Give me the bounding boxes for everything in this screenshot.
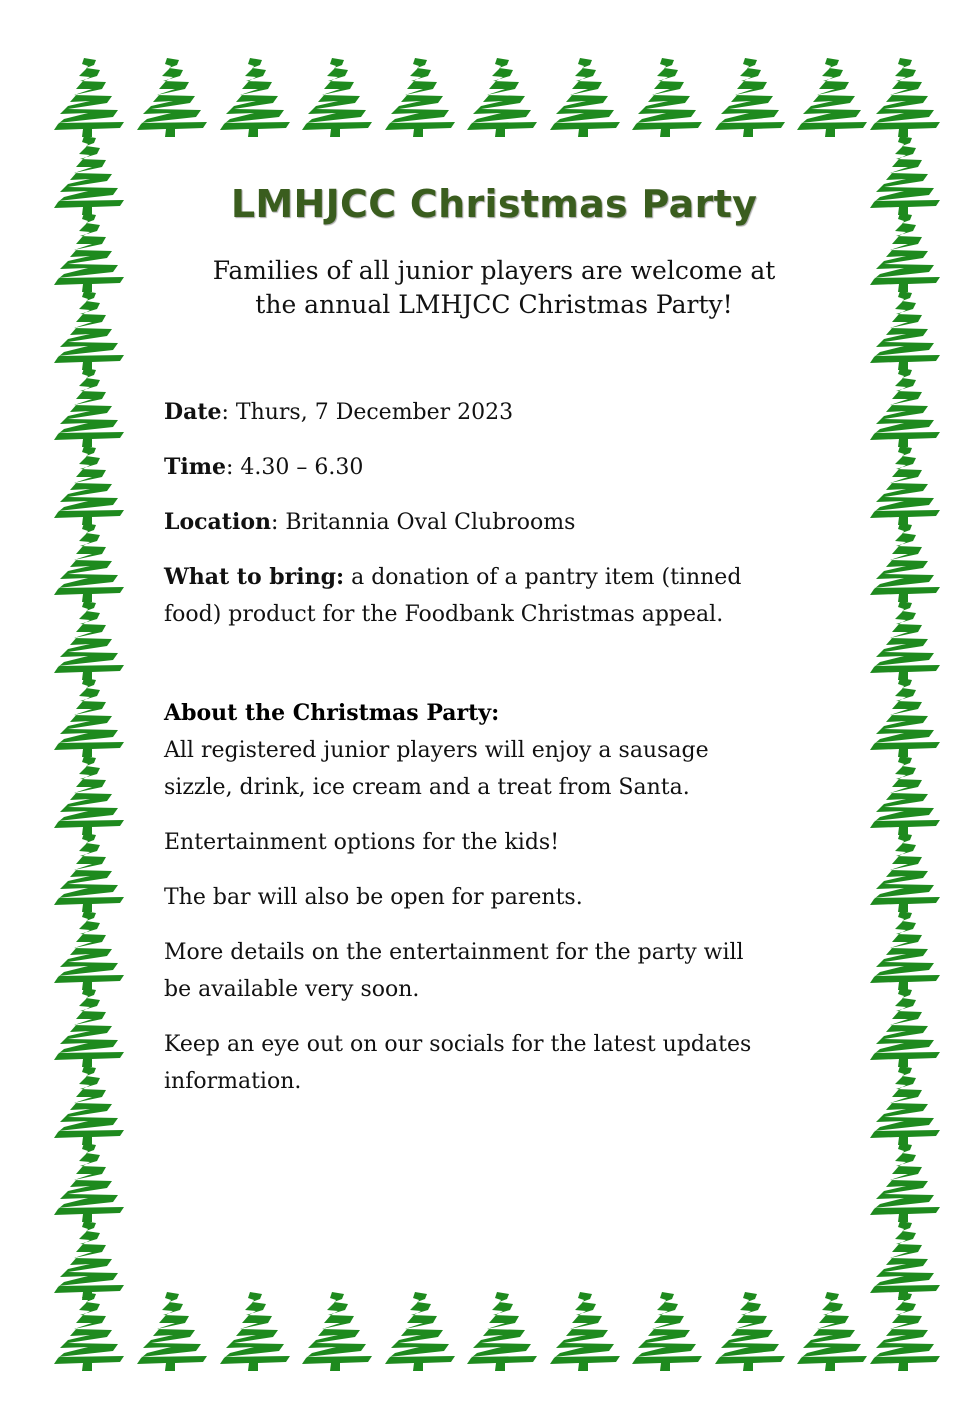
christmas-tree-icon <box>866 1290 942 1372</box>
about-paragraph-2: Entertainment options for the kids! <box>164 830 560 855</box>
christmas-tree-icon <box>50 444 126 526</box>
christmas-tree-icon <box>50 754 126 836</box>
christmas-tree-icon <box>711 1290 787 1372</box>
christmas-tree-icon <box>546 56 622 138</box>
christmas-tree-icon <box>50 56 126 138</box>
christmas-tree-icon <box>50 521 126 603</box>
christmas-tree-icon <box>50 986 126 1068</box>
intro-line-2: the annual LMHJCC Christmas Party! <box>255 290 733 319</box>
christmas-tree-icon <box>866 366 942 448</box>
location-value: : Britannia Oval Clubrooms <box>270 510 576 535</box>
christmas-tree-icon <box>50 831 126 913</box>
what-to-bring-value-line-2: food) product for the Foodbank Christmas appeal. <box>164 602 724 627</box>
about-paragraph-1 <box>164 732 824 806</box>
christmas-tree-icon <box>50 1219 126 1301</box>
christmas-tree-icon <box>298 56 374 138</box>
time-value: : 4.30 – 6.30 <box>226 455 364 480</box>
about-paragraph-5 <box>164 1026 824 1100</box>
christmas-tree-icon <box>50 134 126 216</box>
christmas-tree-icon <box>546 1290 622 1372</box>
christmas-tree-icon <box>216 1290 292 1372</box>
christmas-tree-icon <box>793 1290 869 1372</box>
date-label: Date <box>164 399 222 425</box>
date-row <box>164 394 824 431</box>
date-value: : Thurs, 7 December 2023 <box>221 400 514 425</box>
christmas-tree-icon <box>866 211 942 293</box>
christmas-tree-icon <box>866 1141 942 1223</box>
what-to-bring-value-line-1: a donation of a pantry item (tinned <box>344 565 742 590</box>
christmas-tree-icon <box>866 521 942 603</box>
flyer-content <box>164 180 824 1100</box>
christmas-tree-icon <box>298 1290 374 1372</box>
christmas-tree-icon <box>50 676 126 758</box>
christmas-tree-icon <box>133 1290 209 1372</box>
christmas-tree-icon <box>463 1290 539 1372</box>
christmas-tree-icon <box>381 56 457 138</box>
christmas-tree-icon <box>866 909 942 991</box>
about-paragraph-5-line-2: information. <box>164 1069 302 1094</box>
christmas-tree-icon <box>50 289 126 371</box>
christmas-tree-icon <box>866 289 942 371</box>
christmas-tree-icon <box>50 1290 126 1372</box>
about-heading: About the Christmas Party: <box>164 700 500 726</box>
christmas-tree-icon <box>793 56 869 138</box>
what-to-bring-row <box>164 559 824 633</box>
time-row <box>164 449 824 486</box>
intro-line-1: Families of all junior players are welcome at <box>212 256 776 285</box>
christmas-tree-icon <box>866 986 942 1068</box>
christmas-tree-icon <box>50 1064 126 1146</box>
christmas-tree-icon <box>50 366 126 448</box>
christmas-tree-icon <box>866 1219 942 1301</box>
christmas-tree-icon <box>381 1290 457 1372</box>
christmas-tree-icon <box>711 56 787 138</box>
location-row <box>164 504 824 541</box>
christmas-tree-icon <box>50 211 126 293</box>
christmas-tree-icon <box>866 444 942 526</box>
christmas-tree-icon <box>866 831 942 913</box>
christmas-tree-icon <box>50 909 126 991</box>
christmas-tree-icon <box>133 56 209 138</box>
christmas-tree-icon <box>866 599 942 681</box>
event-details <box>164 394 824 633</box>
christmas-tree-icon <box>866 754 942 836</box>
christmas-tree-icon <box>866 1064 942 1146</box>
about-paragraph-5-line-1: Keep an eye out on our socials for the latest updates <box>164 1032 752 1057</box>
page-title: LMHJCC Christmas Party <box>230 182 758 226</box>
location-label: Location <box>164 509 271 535</box>
christmas-tree-icon <box>866 56 942 138</box>
christmas-tree-icon <box>628 1290 704 1372</box>
christmas-tree-icon <box>463 56 539 138</box>
intro-text <box>164 254 824 322</box>
about-paragraph-4 <box>164 934 824 1008</box>
christmas-tree-icon <box>866 134 942 216</box>
christmas-tree-icon <box>866 676 942 758</box>
about-paragraph-1-line-2: sizzle, drink, ice cream and a treat from Santa. <box>164 775 690 800</box>
about-paragraph-3: The bar will also be open for parents. <box>164 885 583 910</box>
time-label: Time <box>164 454 227 480</box>
about-section <box>164 695 824 1100</box>
what-to-bring-label: What to bring: <box>164 564 345 590</box>
about-paragraph-1-line-1: All registered junior players will enjoy a sausage <box>164 738 709 763</box>
christmas-tree-icon <box>628 56 704 138</box>
about-paragraph-4-line-1: More details on the entertainment for the party will <box>164 940 744 965</box>
about-paragraph-4-line-2: be available very soon. <box>164 977 420 1002</box>
christmas-tree-icon <box>50 1141 126 1223</box>
christmas-tree-icon <box>216 56 292 138</box>
christmas-tree-icon <box>50 599 126 681</box>
